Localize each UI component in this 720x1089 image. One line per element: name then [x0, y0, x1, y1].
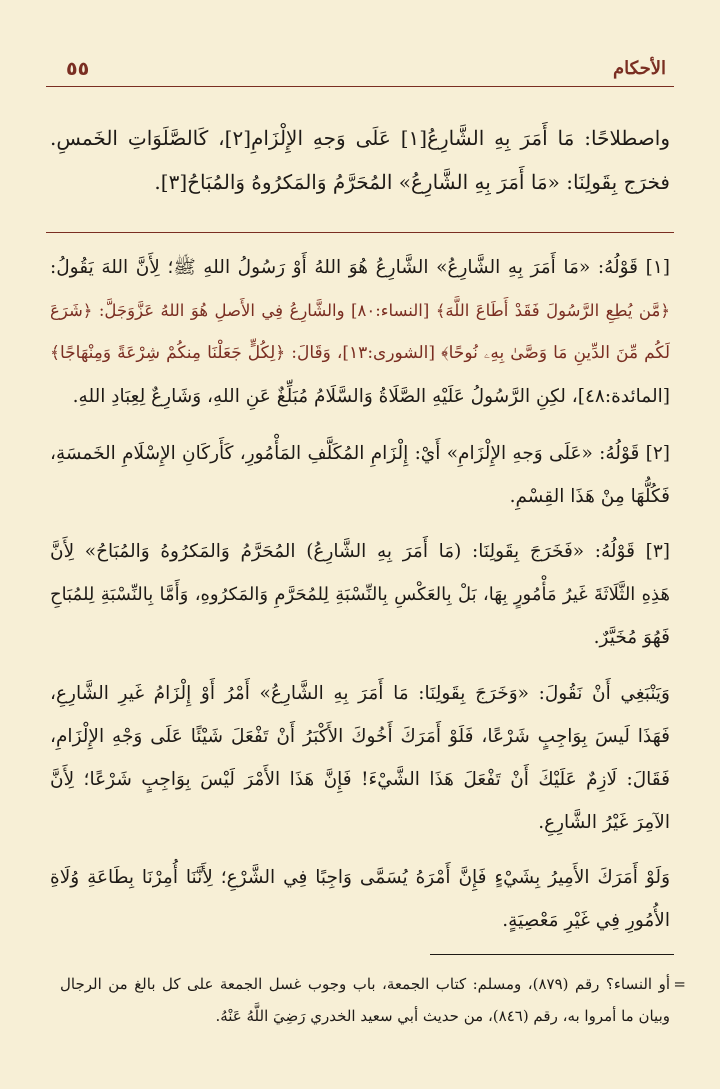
- note-line: فَهُوَ مُخَيَّرٌ.: [593, 627, 670, 648]
- note-line: هَذِهِ الثَّلَاثَةَ غَيرُ مَأْمُورٍ بِهَا، بَلْ بِالعَكْسِ بِالنِّسْبَةِ لِلمُحَرَّمِ وَالمَكرُوهِ، وَأَمَّا بِالنِّسْبَةِ لِلمُبَاحِ: [50, 584, 670, 605]
- note-line: فَكُلُّهَا مِنْ هَذَا القِسْمِ.: [509, 486, 670, 507]
- matn-line: فخرَج بِقَولِنَا: «مَا أَمَرَ بِهِ الشَّارِعُ» المُحَرَّمُ وَالمَكرُوهُ وَالمُبَاحُ[٣].: [154, 170, 670, 194]
- matn-line: واصطلاحًا: مَا أَمَرَ بِهِ الشَّارِعُ[١] عَلَى وَجهِ الإِلْزَامِ[٢]، كَالصَّلَوَاتِ الخَمسِ.: [50, 126, 670, 150]
- footnote-separator: [430, 954, 674, 955]
- footnote-continuation-mark: =: [673, 975, 686, 993]
- note-line-quran: ﴿مَّن يُطِعِ الرَّسُولَ فَقَدْ أَطَاعَ اللَّهَ﴾ [النساء:٨٠] والشَّارِعُ فِي الأَصلِ هُوَ اللهُ عَزَّوَجَلَّ: ﴿شَرَعَ: [50, 301, 670, 320]
- footnote-line: وبيان ما أمروا به، رقم (٨٤٦)، من حديث أبي سعيد الخدري رَضِيَ اللَّهُ عَنْهُ.: [215, 1007, 670, 1025]
- note-line: [المائدة:٤٨]، لكِنِ الرَّسُولُ عَلَيْهِ الصَّلَاةُ وَالسَّلَامُ مُبَلِّغٌ عَنِ اللهِ، وَشَارِعٌ لِعِبَادِ اللهِ.: [72, 386, 670, 407]
- commentary-note-1: [50, 246, 670, 418]
- note-line: [٣] قَوْلُهُ: «فَخَرَجَ بِقَولِنَا: (مَا أَمَرَ بِهِ الشَّارِعُ) المُحَرَّمُ وَالمَكرُوهُ وَالمُبَاحُ» لِأَنَّ: [50, 541, 670, 562]
- note-line: الأُمُورِ فِي غَيْرِ مَعْصِيَةٍ.: [502, 910, 670, 931]
- commentary-paragraph-5: [50, 856, 670, 942]
- commentary-paragraph-4: [50, 672, 670, 844]
- footnote-line: أو النساء؟ رقم (٨٧٩)، ومسلم: كتاب الجمعة، باب وجوب غسل الجمعة على كل بالغ من الرجال: [60, 975, 670, 993]
- note-line: الآمِرَ غَيْرُ الشَّارِعِ.: [538, 812, 670, 833]
- page-number: ٥٥: [66, 58, 90, 80]
- note-line-quran: لَكُم مِّنَ الدِّينِ مَا وَصَّىٰ بِهِۦ نُوحًا﴾ [الشورى:١٣]، وَقَالَ: ﴿لِكُلٍّ جَعَلْنَا مِنكُمْ شِرْعَةً وَمِنْهَاجًا﴾: [50, 343, 670, 363]
- note-line: وَيَنْبَغِي أَنْ نَقُولَ: «وَخَرَجَ بِقَولِنَا: مَا أَمَرَ بِهِ الشَّارِعُ» أَمْرُ أَوْ إِلْزَامُ غَيرِ الشَّارِعِ،: [50, 683, 670, 704]
- matn-divider: [46, 232, 674, 233]
- note-line: فَهَذَا لَيسَ بِوَاجِبٍ شَرْعًا، فَلَوْ أَمَرَكَ أَخُوكَ الأَكْبَرُ أَنْ تَفْعَلَ شَيْئًا عَلَى وَجْهِ الإِلْزَامِ،: [50, 726, 670, 747]
- page-header: [46, 56, 674, 87]
- note-line: [٢] قَوْلُهُ: «عَلَى وَجهِ الإِلْزَامِ» أَيْ: إِلْزَامِ المُكَلَّفِ المَأْمُورِ، كَأَركَانِ الإِسْلَامِ الخَمسَةِ،: [50, 443, 670, 464]
- note-line: فَقَالَ: لَازِمٌ عَلَيْكَ أَنْ تَفْعَلَ هَذَا الشَّيْءَ! فَإِنَّ هَذَا الأَمْرَ لَيْسَ بِوَاجِبٍ شَرْعًا؛ لِأَنَّ: [50, 769, 670, 790]
- commentary-note-2: [50, 432, 670, 518]
- matn-text: [50, 116, 670, 204]
- commentary-note-3: [50, 530, 670, 659]
- note-line: [١] قَوْلُهُ: «مَا أَمَرَ بِهِ الشَّارِعُ» الشَّارِعُ هُوَ اللهُ أَوْ رَسُولُ اللهِ ﷺ؛ لِأَنَّ اللهَ يَقُولُ:: [50, 257, 670, 278]
- note-line: وَلَوْ أَمَرَكَ الأَمِيرُ بِشَيْءٍ فَإِنَّ أَمْرَهُ يُسَمَّى وَاجِبًا فِي الشَّرْعِ؛ لِأَنَّنَا أُمِرْنَا بِطَاعَةِ وُلَاةِ: [50, 867, 670, 888]
- running-title: الأحكام: [613, 58, 666, 79]
- footnote: [60, 968, 686, 1032]
